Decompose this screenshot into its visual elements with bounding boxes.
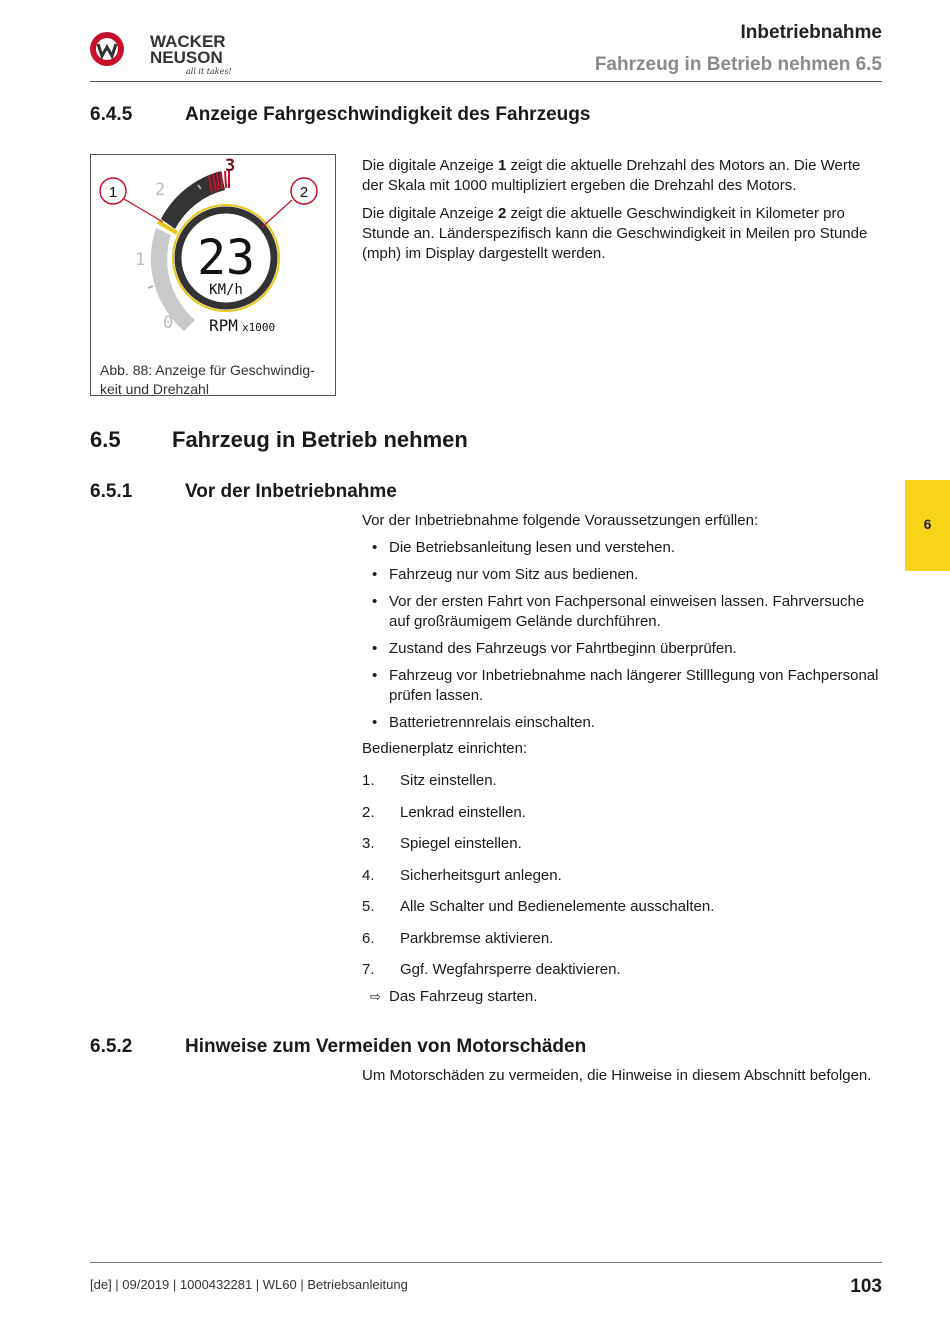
- result-line: ⇨ Das Fahrzeug starten.: [370, 988, 538, 1005]
- list-item: • Zustand des Fahrzeugs vor Fahrtbeginn überprüfen.: [362, 639, 882, 659]
- list-item: • Batterietrennrelais einschalten.: [362, 713, 882, 733]
- svg-text:all it takes!: all it takes!: [186, 67, 232, 76]
- list-item: 2. Lenkrad einstellen.: [362, 803, 526, 821]
- paragraph-rpm-display: Die digitale Anzeige 1 zeigt die aktuelle Drehzahl des Motors an. Die Werte der Skala mit 1000 multipliziert ergeben die Drehzahl des Motors.: [362, 157, 861, 194]
- scale-label-1: 1: [135, 250, 146, 270]
- list-item: • Vor der ersten Fahrt von Fachpersonal einweisen lassen. Fahrversuche auf großräumigem Gelände durchführen.: [362, 592, 882, 632]
- heading-number: 6.5.1: [90, 481, 133, 502]
- footer-document-info: [de] | 09/2019 | 1000432281 | WL60 | Betriebsanleitung: [90, 1277, 408, 1292]
- engine-damage-intro: Um Motorschäden zu vermeiden, die Hinweise in diesem Abschnitt befolgen.: [362, 1067, 872, 1084]
- list-item: 7. Ggf. Wegfahrsperre deaktivieren.: [362, 961, 621, 978]
- speed-unit: KM/h: [209, 282, 243, 298]
- list-item: • Fahrzeug nur vom Sitz aus bedienen.: [362, 565, 882, 585]
- list-item: 3. Spiegel einstellen.: [362, 835, 522, 852]
- footer-divider: [90, 1262, 882, 1263]
- page-number: 103: [850, 1276, 882, 1297]
- chapter-tab: [905, 480, 950, 571]
- figure-speed-display: [90, 154, 336, 396]
- dashboard-gauge-graphic: [91, 155, 337, 355]
- heading-text: Vor der Inbetriebnahme: [185, 481, 397, 502]
- heading-number: 6.4.5: [90, 104, 133, 125]
- list-item: 5. Alle Schalter und Bedienelemente ausschalten.: [362, 898, 715, 915]
- callout-1-label: 1: [108, 184, 118, 201]
- rpm-multiplier: x1000: [242, 321, 276, 334]
- list-item: 1. Sitz einstellen.: [362, 772, 497, 789]
- section-title: Fahrzeug in Betrieb nehmen 6.5: [594, 54, 882, 75]
- figure-caption: Abb. 88: Anzeige für Geschwindig-keit und Drehzahl: [100, 362, 315, 397]
- callout-2-line: [261, 200, 292, 228]
- heading-text: Hinweise zum Vermeiden von Motorschäden: [185, 1036, 587, 1057]
- list-item: 4. Sicherheitsgurt anlegen.: [362, 866, 562, 884]
- scale-label-3: 3: [225, 156, 236, 176]
- list-item: • Fahrzeug vor Inbetriebnahme nach längerer Stilllegung von Fachpersonal prüfen lassen.: [362, 666, 882, 706]
- speed-value: 23: [197, 230, 255, 286]
- heading-number: 6.5.2: [90, 1036, 133, 1057]
- list-item: • Die Betriebsanleitung lesen und verstehen.: [362, 538, 882, 558]
- heading-6-4-5: [90, 104, 882, 128]
- callout-2-label: 2: [299, 184, 309, 201]
- wacker-neuson-logo: [88, 30, 248, 80]
- heading-number: 6.5: [90, 427, 121, 452]
- scale-label-0: 0: [163, 313, 174, 333]
- paragraph-speed-display: Die digitale Anzeige 2 zeigt die aktuelle Geschwindigkeit in Kilometer pro Stunde an. Länderspezifisch kann die Geschwindigkeit in Meilen pro Stunde (mph) im Display dargestellt werden.: [362, 205, 868, 262]
- chapter-title: Inbetriebnahme: [740, 22, 882, 43]
- heading-text: Anzeige Fahrgeschwindigkeit des Fahrzeugs: [185, 104, 591, 125]
- heading-6-5-1: [90, 481, 882, 505]
- heading-text: Fahrzeug in Betrieb nehmen: [172, 427, 468, 452]
- svg-text:NEUSON: NEUSON: [150, 48, 223, 67]
- list-item: 6. Parkbremse aktivieren.: [362, 929, 554, 947]
- heading-6-5: [90, 427, 882, 455]
- prerequisites-list: [362, 538, 882, 740]
- prerequisites-intro: Vor der Inbetriebnahme folgende Voraussetzungen erfüllen:: [362, 512, 759, 529]
- callout-1-line: [124, 199, 163, 222]
- chapter-tab-number: 6: [923, 516, 932, 532]
- steps-intro: Bedienerplatz einrichten:: [362, 740, 528, 757]
- heading-6-5-2: [90, 1036, 882, 1060]
- svg-text:WACKER: WACKER: [150, 32, 226, 51]
- rpm-label: RPM: [209, 316, 238, 335]
- header-divider: [90, 81, 882, 82]
- steps-list: [362, 771, 882, 992]
- result-arrow-icon: ⇨: [370, 989, 381, 1004]
- scale-label-2: 2: [155, 180, 166, 200]
